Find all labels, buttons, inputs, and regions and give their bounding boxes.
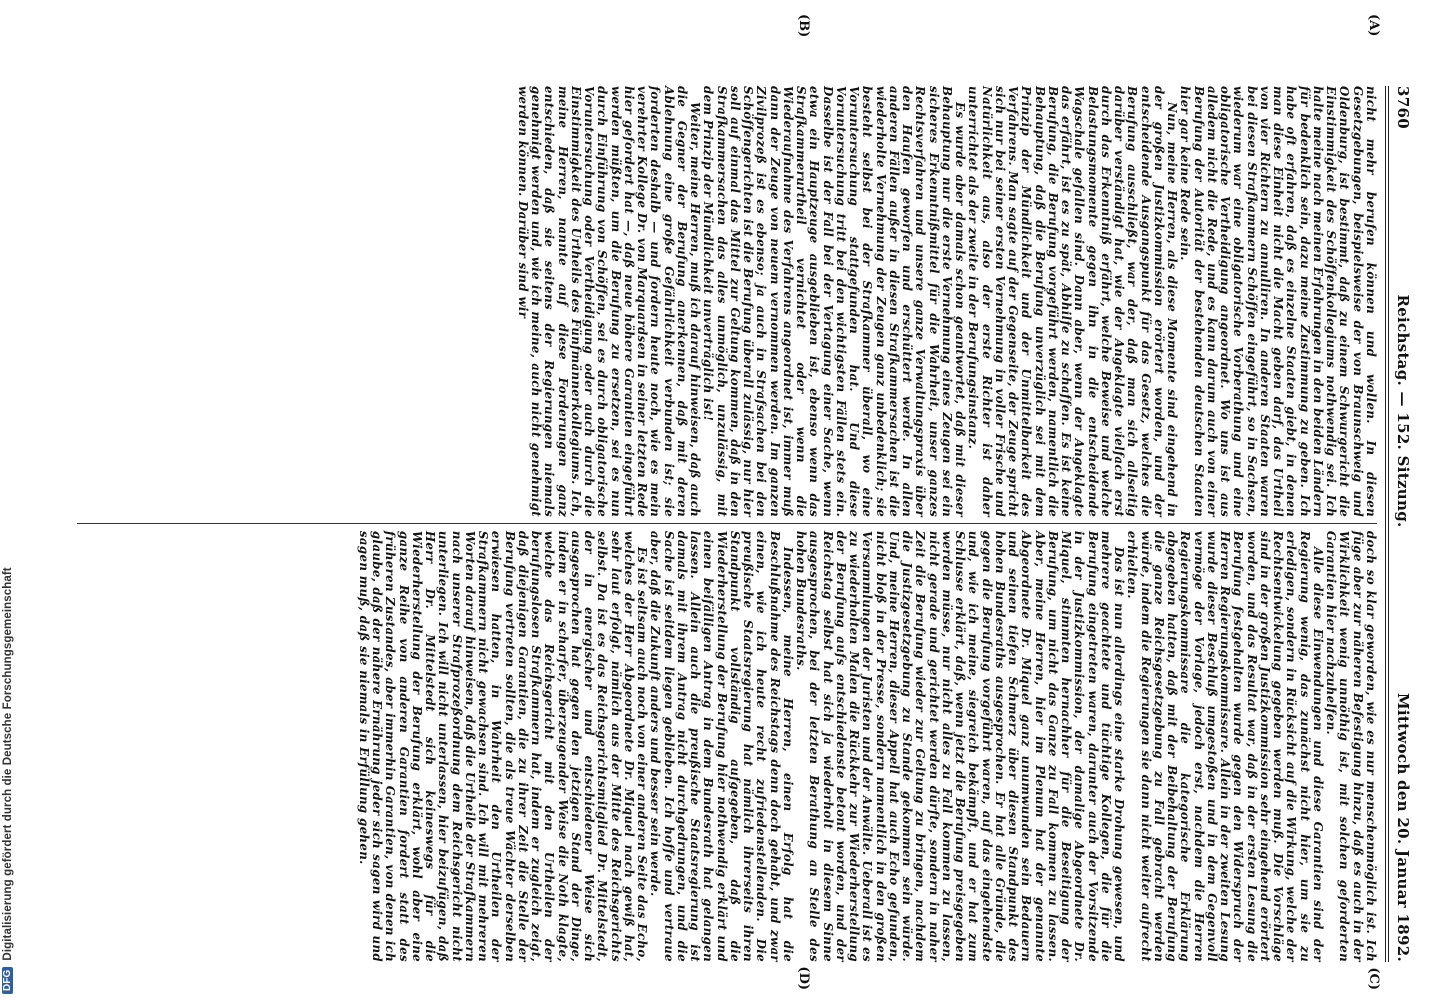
page-content [66, 14, 1421, 990]
margin-marker-a: (A) [1366, 14, 1381, 37]
running-header [1391, 86, 1413, 962]
paragraph: Alle diese Einwendungen und diese Garantien sind der Regierung wenig, das zunächst nicht hier, um sie zu erledigen, sondern in Rücksicht auf die Wirkung, welche der Rechtsentwickelung gegeben werden muß. Die Vorschläge sind in der großen Justizkommission sehr eingehend erörtert worden, und das Resultat war, daß in der ersten Lesung die Berufung festgehalten wurde gegen den Widerspruch der Herren Regierungskommissare. Allein in der zweiten Lesung wurde dieser Beschluß umgestoßen und in dem Gegenvoll vermöge der Vorlage, jedoch erst, nachdem die Herren Regierungskommissare die kategorische Erklärung abgegeben hatten, daß mit der Beibehaltung der Berufung die ganze Reichsgesetzgebung zu Fall gebracht werden würde, indem die Regierungen sie dann nicht weiter aufrecht erhielten. [1125, 530, 1325, 962]
funding-note [2, 567, 14, 994]
margin-marker-b: (B) [796, 14, 811, 38]
paragraph: Das ist nun allerdings eine starke Drohung gewesen, und mehrere geachtete und tüchtige Kollegen, die für die Berufung eingetreten waren, darunter auch der Vorsitzende in der Justizkommission, der damalige Abgeordnete Dr. Miquel, stimmten hernachher für die Beseitigung der Berufung, um nicht das Ganze zu Fall kommen zu lassen. Aber, meine Herren, hier im Plenum hat der genannte Abgeordnete Dr. Miquel ganz unumwunden sein Bedauern und seinen tiefen Schmerz über diesen Standpunkt des hohen Bundesraths ausgesprochen. Er hat alle Gründe, die gegen die Berufung vorgeführt waren, auf das eingehendste und, wie ich meine, siegreich bekämpft, und er hat zum Schlusse erklärt, daß, wenn jetzt die Berufung preisgegeben werden müsse, nur nicht alles zu Fall kommen zu lassen, nicht gerade und gerichtet werden dürfte, sondern in naher Zeit die Berufung wieder zur Geltung zu bringen, nachdem die Justizgesetzgebung zu Stande gekommen sein würde. Und, meine Herren, dieser Appell hat auch Echo gefunden, nicht bloß in der Presse, sondern namentlich in den großen Versammlungen der Juristen und der Anwälte. Ueberall ist es zu wiederholten Malen die Rückkehr zur Wiederherstellung der Berufung aufs entschiedenste betont worden, und der Reichstag selbst hat sich ja wiederholt in diesem Sinne ausgesprochen, bei der letzten Berathung an Stelle des hohen Bundesraths. [794, 530, 1127, 962]
paragraph: Nun, meine Herren, als diese Momente sind eingehend in der großen Justizkommission erörtert worden, und der entscheidende Ausgangspunkt für das Gesetz, welches die Berufung ausschließt, war der, daß man sich allseitig darüber verständigt hat, wie der Angeklagte vielfach erst durch das Erkenntniß erfährt, welche Beweise und welche Belastungsmomente gegen ihn in die entscheidende Wagschale gefallen sind. Dann aber, wenn der Angeklagte das erfährt, ist es zu spät, Abhilfe zu schaffen. Es ist keine Berufung, die Berufung vorgeführt werden, namentlich die Behauptung, daß die Berufung unverzüglich sei mit dem Prinzip der Mündlichkeit und der Unmittelbarkeit des Verfahrens. Man sagte auf der Gegenseite, der Zeuge spricht sich nur bei seiner ersten Vernehmung in voller Frische und Natürlichkeit aus, also der erste Richter ist daher unterrichtet als der zweite in der Berufungsinstanz. [966, 86, 1180, 518]
paragraph: doch so klar geworden, wie es nur menschenmöglich ist. Ich füge aber zur näheren Befestigung hinzu, daß es auch in der Wirklichkeit wenig unnöthig ist, mit solchen geforderten Garantien hier nachzuhelfen. [1324, 530, 1378, 962]
paragraph: nicht mehr berufen können und wollen. In diesen Gesetzgebungen, beispielsweise der von Braunschweig und Oldenburg, ist bestimmt, daß zu einem Schwurgericht die Einstimmigkeit des Schöffenkollegiums nothwendig sei. Ich halte meine nach meinen Erfahrungen in den beiden Ländern für bedenklich sein, dazu meine Zustimmung zu geben. Ich habe oft erfahren, daß es einzelne Staaten giebt, in denen man diese Einheit nicht die Macht geben darf, das Urtheil von vier Richtern zu annulliren. In anderen Staaten waren bei diesen Strafkammern Schöffen eingeführt, so in Sachsen, wiederum war eine obligatorische Vorberathung und eine obligatorische Vertheidigung angeordnet. Wo uns ist aus alledem nicht die Rede, und es kann darum auch von einer Berufung der Autorität der bestehenden deutschen Staaten hier gar keine Rede sein. [1178, 86, 1378, 518]
dfg-logo: DFG [2, 967, 13, 994]
header-rule [1383, 86, 1389, 962]
column-right [77, 531, 1377, 962]
margin-marker-c: (C) [1366, 967, 1381, 990]
header-date: Mittwoch den 20. Januar 1892. [1394, 693, 1412, 962]
scanned-page [66, 14, 1421, 990]
paragraph: Weiter, meine Herren, muß ich darauf hinweisen, daß auch die Gegner der Berufung anerkennen, daß mit deren Ablehnung eine große Gefährlichkeit verbunden ist; sie forderten deshalb — und fordern heute noch, wie es mein verehrter Kollege Dr. von Marquardsen in seiner letzten Rede hier gefordert hat —, daß neue höhere Garantien eingeführt werden müßten, um die Berufung zu ersetzen, sei es nun durch Einführung von Schöffen, sei es durch obligatorische Voruntersuchung oder Vertheidigung oder auch durch die Einstimmigkeit des Urtheils des Fünfmännerkollegiums. Ich, meine Herren, nannte auf diese Forderungen ganz entschieden, daß sie seitens der Regierungen niemals genehmigt werden und, wie ich meine, auch nicht genehmigt werden können. Darüber sind wir [516, 86, 703, 518]
text-columns [77, 86, 1377, 962]
paragraph: Es wurde aber damals schon geantwortet, daß mit dieser Behauptung nur die erste Vernehmung eines Zeugen sei ein sicheres Erkenntnißmittel für die Wahrheit, unser ganzes Rechtsverfahren und unsere ganze Verwaltungspraxis über den Haufen geworfen und erschüttert werde. In allen anderen Fällen außer in diesen Strafkammersachen ist die wiederholte Vernehmung der Zeugen ganz unbedenklich; sie besteht selbst bei der Strafkammer überall, wo eine Voruntersuchung stattgefunden hat. Und diese Voruntersuchung tritt bei den wichtigsten Fällen stets ein. Dasselbe ist der Fall bei der Vertagung einer Sache, wenn etwa ein Hauptzeuge ausgeblieben ist, ebenso wenn das Strafkammerurtheil vernichtet oder wenn die Wiederaufnahme des Verfahrens angeordnet ist, immer muß dann der Zeuge von neuem vernommen werden. Im ganzen Zivilprozeß ist es ebenso; ja auch in Strafsachen bei den Schöffengerichten ist die Berufung überall zulässig, nur hier soll auf einmal das Mittel zur Geltung kommen, daß in den Strafkammersachen das alles unmöglich, unzulässig, mit dem Prinzip der Mündlichkeit unverträglich ist! [701, 86, 968, 518]
margin-marker-d: (D) [796, 966, 811, 990]
funding-note-text: Digitalisierung gefördert durch die Deutsche Forschungsgemeinschaft [2, 567, 14, 961]
page-number: 3760 [1394, 86, 1412, 129]
digitization-strip [0, 0, 18, 1000]
paragraph: Es ist seltsam auch noch von einer anderen Seite das Echo, welches der Herr Abgeordnete Dr. Miquel nach gewiß hat, sehr laut erfolgt, nämlich aus der Mitte des Reichsgerichts selbst. Da ist es das Reichsgerichtsmitglied Dr. Mittelstedt, der in energischer und entschiedener Weise sich ausgesprochen hat gegen den jetzigen Stand der Dinge, indem er in scharfer, überzeugender Weise die Noth klagte, welche das Reichsgericht mit den Urtheilen der berufungslosen Strafkammern hat, indem er zugleich zeigt, daß diejenigen Garantien, die zu ihrer Zeit die Stelle der Berufung vertreten sollten, die als treue Wächter derselben erwiesen hatten, in Wahrheit den Urtheilen der Strafkammern nicht gewachsen sind. Ich will mit mehreren Worten darauf hinweisen, daß die Urtheile der Strafkammern nach unserer Strafprozeßordnung dem Reichsgericht nicht unterliegen. Ich will nicht unterlassen, hier beizufügen, daß Herr Dr. Mittelstedt sich keineswegs für die Wiederherstellung der Berufung erklärt, wohl aber eine ganze Reihe von anderen Garantien fordert statt des früheren Zustandes, aber immerhin Garantien, von denen ich glaube, daß der nähere Ernährung jeder sich sagen wird und sagen muß, daß sie niemals in Erfüllung gehen. [357, 530, 650, 962]
column-divider [77, 517, 1377, 531]
header-title: Reichstag. — 152. Sitzung. [1394, 294, 1412, 528]
paragraph: Indessen, meine Herren, einen Erfolg hat die Beschlußnahme des Reichstags denn doch gehabt, und zwar einen, wie ich heute recht zufriedenstellenden. Die preußische Staatsregierung hat nämlich ihrerseits ihren Standpunkt vollständig aufgegeben, daß die Wiederherstellung der Berufung hier nothwendig erklärt und einen beifälligen Antrag in dem Bundesrath hat gelangen lassen. Allein auch die preußische Staatsregierung ist damals mit ihrem Antrag nicht durchgedrungen, und die Sache ist seitdem liegen geblieben. Ich hoffe und vertraue aber, daß die Zukunft anders und besser sein werde. [648, 530, 795, 962]
column-left [77, 86, 1377, 517]
